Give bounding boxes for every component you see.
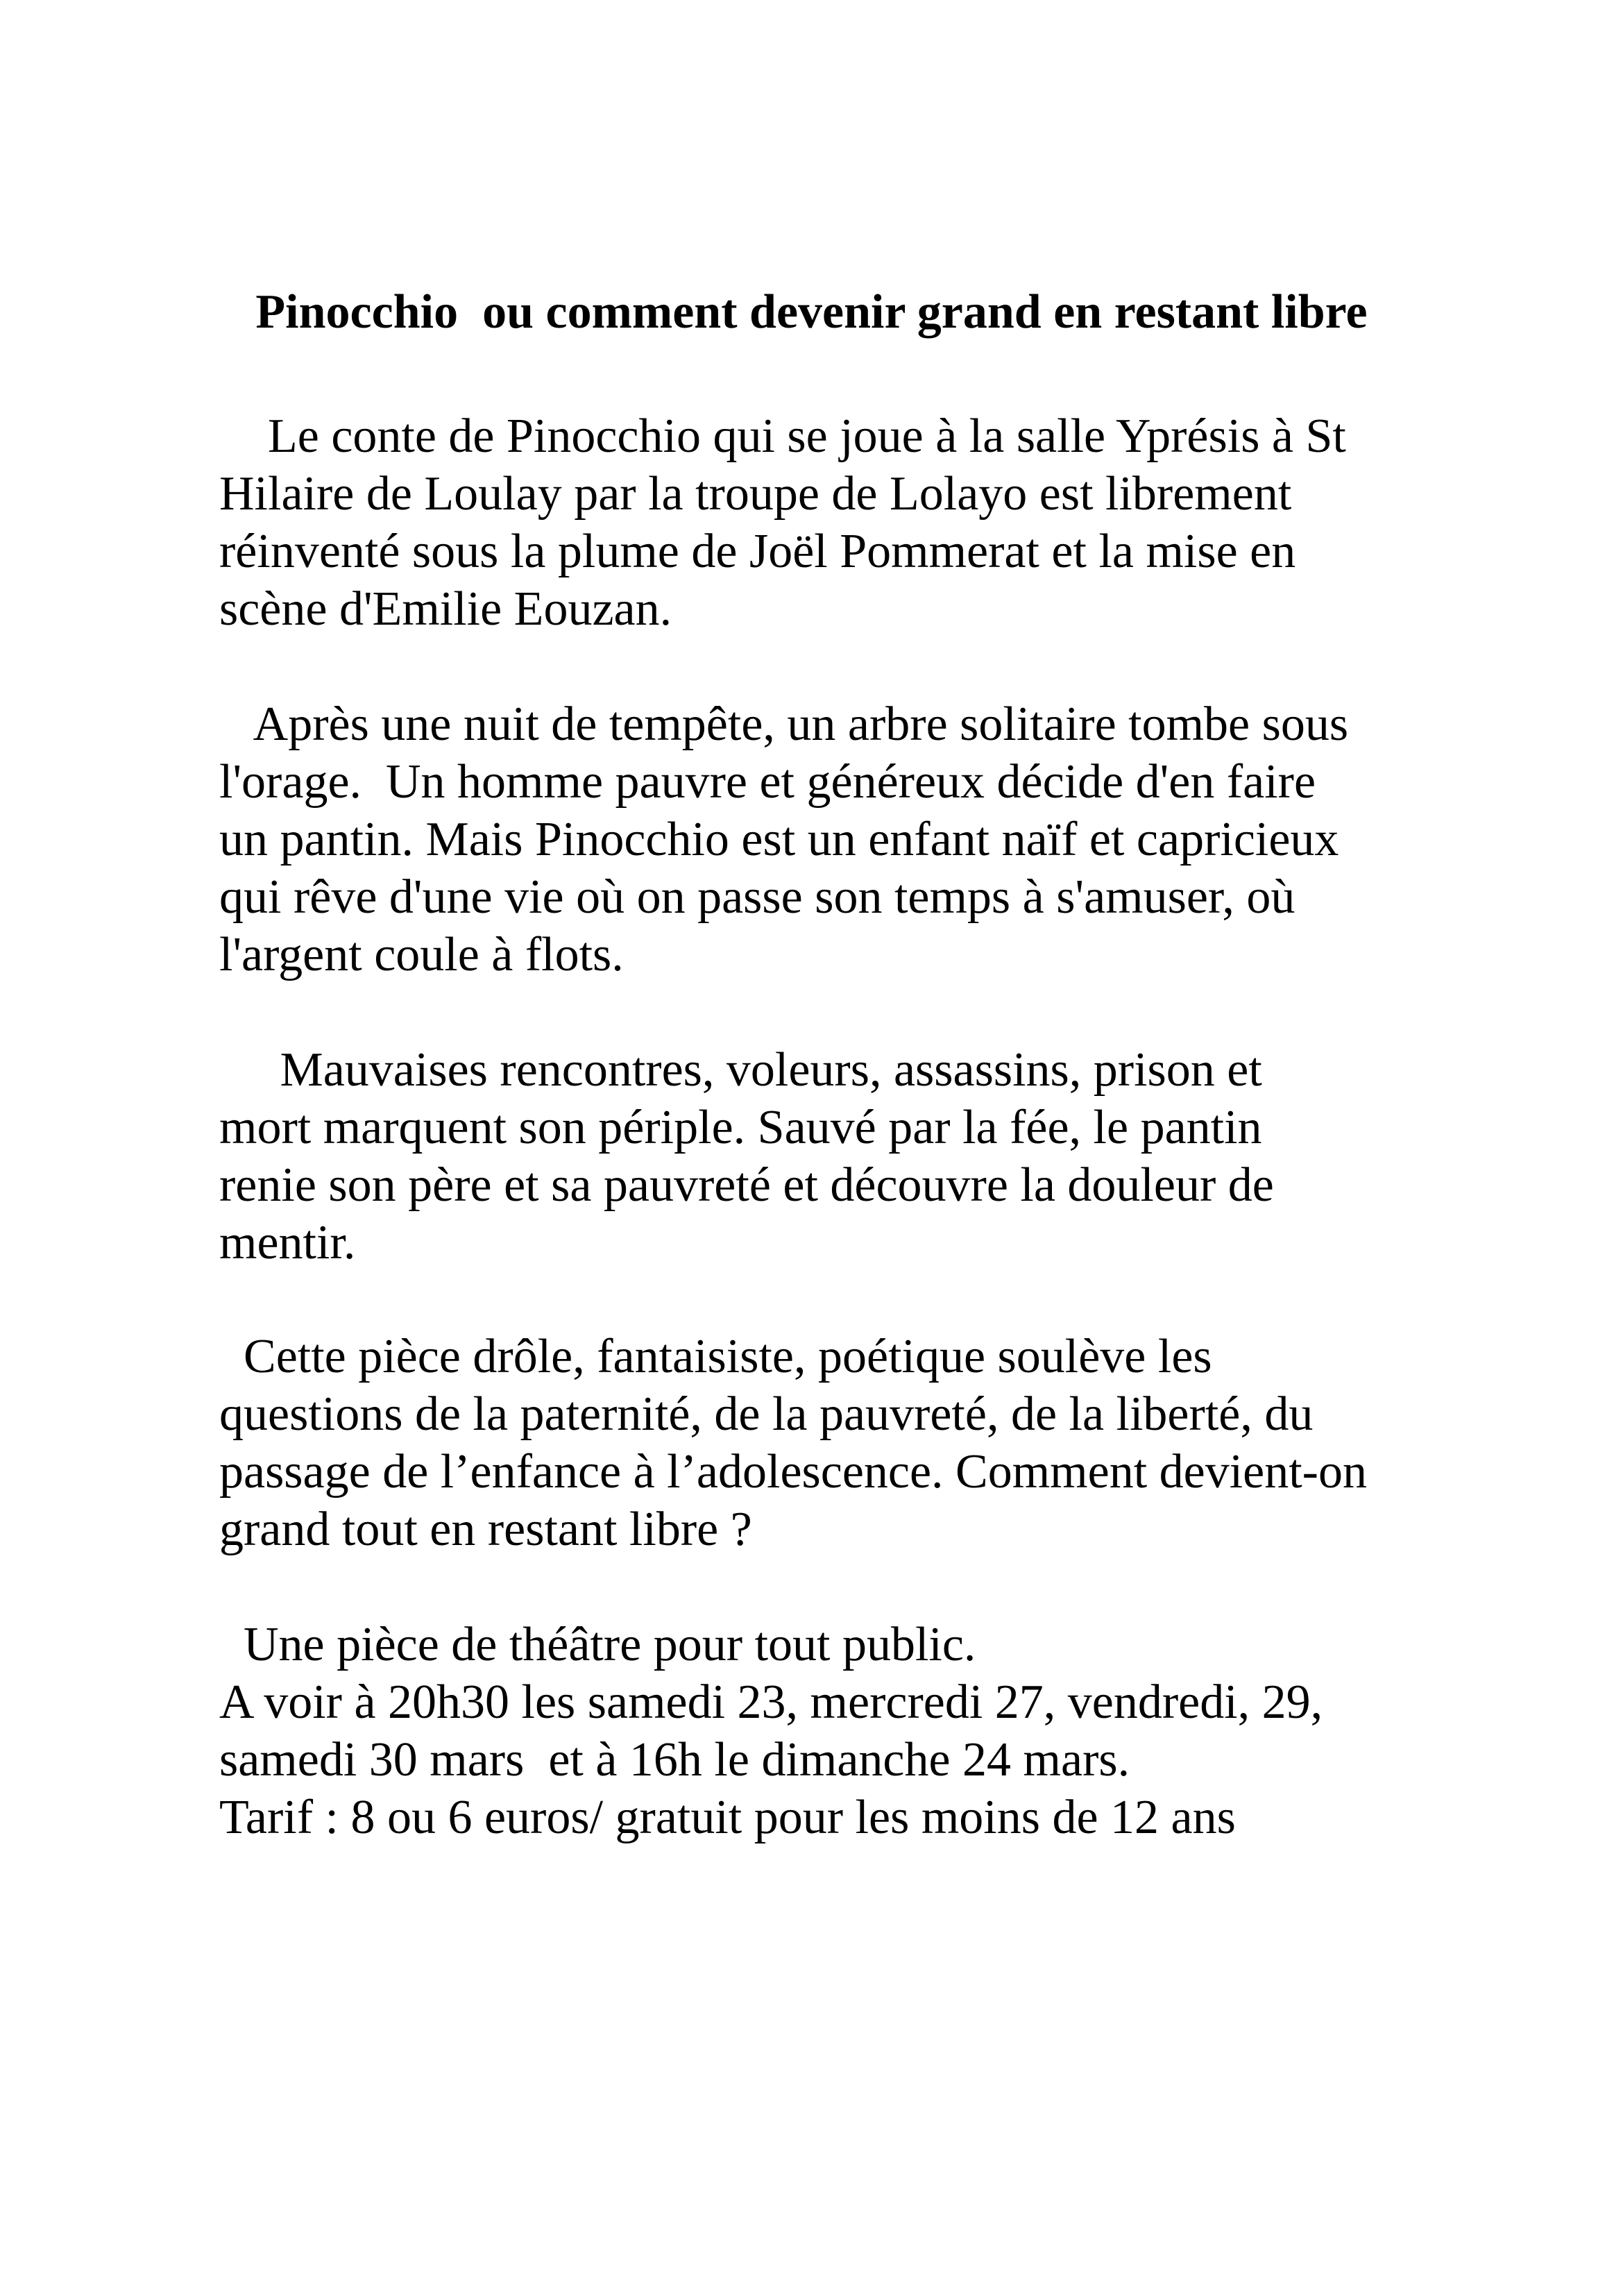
showtimes-line: A voir à 20h30 les samedi 23, mercredi 27, vendredi, 29,	[219, 1675, 1323, 1729]
text-line: un pantin. Mais Pinocchio est un enfant naïf et capricieux	[219, 813, 1339, 866]
paragraph-themes	[219, 1328, 1441, 1558]
text-line: l'argent coule à flots.	[219, 928, 624, 981]
paragraph-intro	[219, 407, 1441, 638]
document-title: Pinocchio ou comment devenir grand en restant libre	[255, 285, 1368, 339]
text-line: Après une nuit de tempête, un arbre solitaire tombe sous	[219, 698, 1349, 751]
text-line: Hilaire de Loulay par la troupe de Lolayo est librement	[219, 467, 1292, 521]
text-line: l'orage. Un homme pauvre et généreux décide d'en faire	[219, 755, 1316, 809]
text-line: Mauvaises rencontres, voleurs, assassins, prison et	[219, 1043, 1262, 1097]
text-line: Le conte de Pinocchio qui se joue à la salle Yprésis à St	[219, 410, 1346, 463]
text-line: mentir.	[219, 1216, 356, 1269]
paragraph-story-start	[219, 695, 1441, 984]
text-line: Une pièce de théâtre pour tout public.	[219, 1618, 976, 1671]
showtimes-line: samedi 30 mars et à 16h le dimanche 24 mars.	[219, 1733, 1130, 1787]
text-line: mort marquent son périple. Sauvé par la fée, le pantin	[219, 1101, 1262, 1154]
text-line: questions de la paternité, de la pauvreté, de la liberté, du	[219, 1387, 1314, 1441]
paragraph-practical-info	[219, 1616, 1441, 1846]
text-line: réinventé sous la plume de Joël Pommerat et la mise en	[219, 525, 1296, 578]
text-line: grand tout en restant libre ?	[219, 1503, 752, 1556]
text-line: renie son père et sa pauvreté et découvre la douleur de	[219, 1158, 1274, 1212]
text-line: qui rêve d'une vie où on passe son temps à s'amuser, où	[219, 870, 1295, 924]
text-line: Cette pièce drôle, fantaisiste, poétique soulève les	[219, 1330, 1212, 1383]
paragraph-journey	[219, 1041, 1441, 1272]
pricing-line: Tarif : 8 ou 6 euros/ gratuit pour les moins de 12 ans	[219, 1791, 1236, 1844]
text-line: passage de l’enfance à l’adolescence. Comment devient-on	[219, 1445, 1367, 1499]
text-line: scène d'Emilie Eouzan.	[219, 582, 672, 636]
